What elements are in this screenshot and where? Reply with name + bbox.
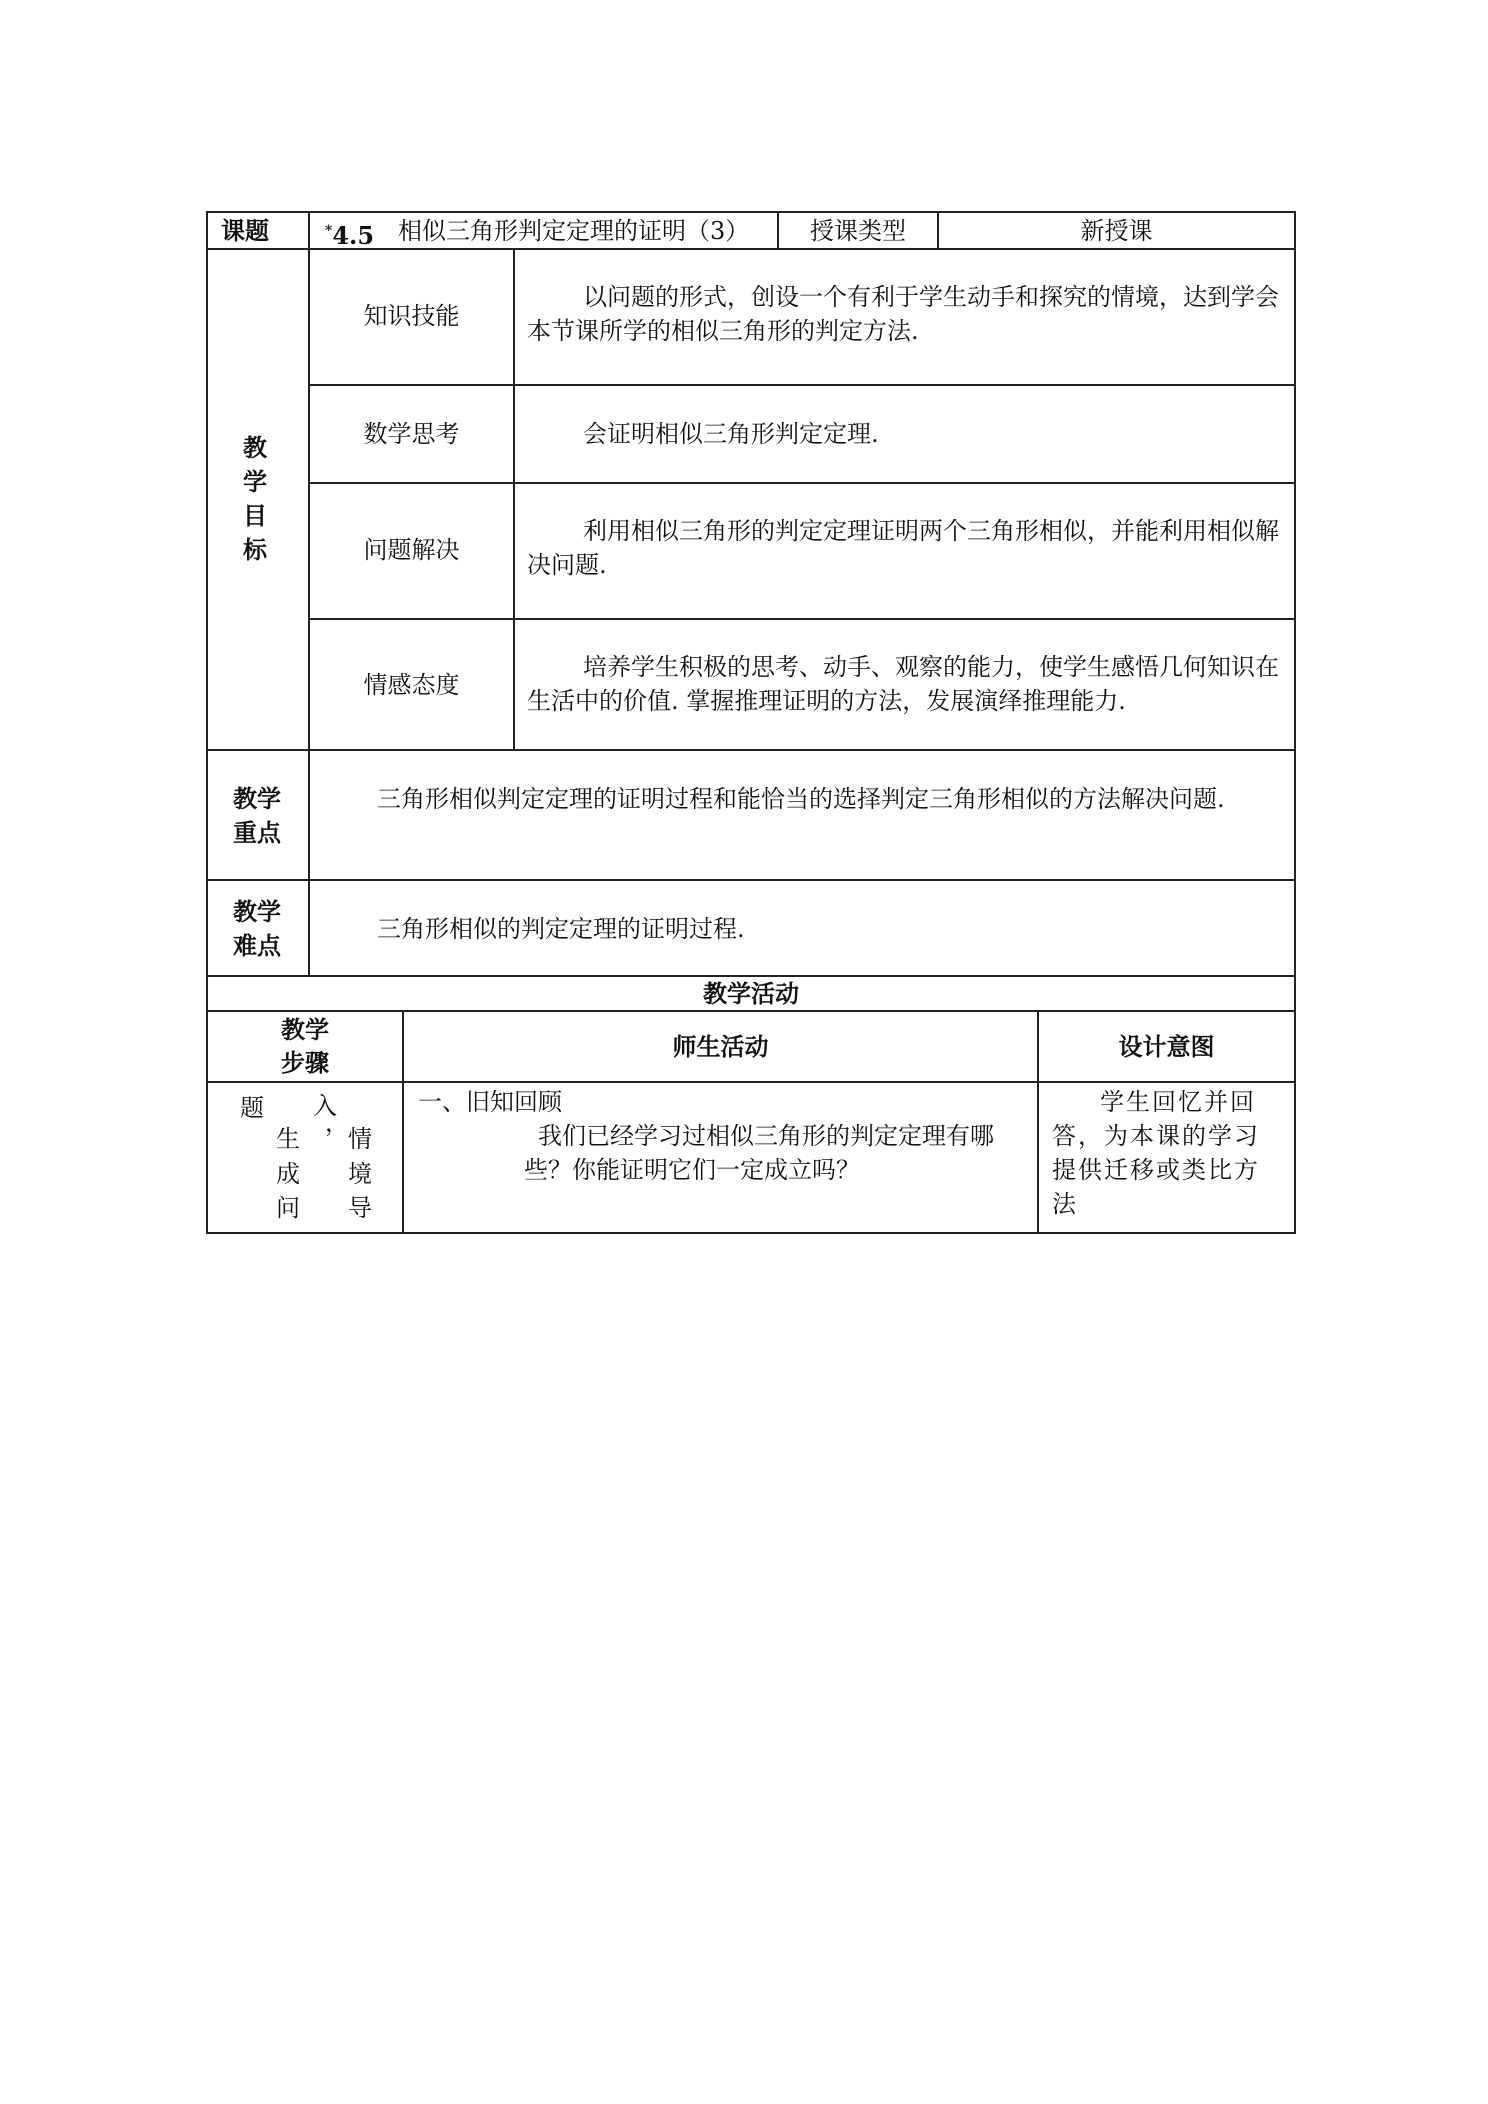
lesson-star: *	[325, 223, 333, 239]
objective-name-problem-solving: 问题解决	[363, 536, 460, 564]
rule-objective-3	[309, 618, 1296, 620]
activities-title: 教学活动	[703, 980, 799, 1008]
objective-name-knowledge: 知识技能	[363, 302, 460, 330]
rule-objective-1	[309, 384, 1296, 386]
objective-text-thinking: 会证明相似三角形判定定理.	[583, 420, 879, 448]
objective-text-attitude: 培养学生积极的思考、动手、观察的能力，使学生感悟几何知识在生活中的价值. 掌握推理证明的方法，发展演绎推理能力.	[527, 653, 1279, 715]
lesson-number	[325, 214, 374, 253]
step-char-1: 题	[240, 1094, 264, 1122]
rule-objective-2	[309, 482, 1296, 484]
lesson-title: 相似三角形判定定理的证明（3）	[398, 217, 750, 245]
type-label: 授课类型	[810, 217, 906, 245]
difficult-point-label-1: 教学	[233, 898, 281, 926]
rule-objectives-bottom	[206, 749, 1296, 751]
activity-text: 我们已经学习过相似三角形的判定定理有哪些？你能证明它们一定成立吗？	[524, 1122, 994, 1184]
objective-name-attitude: 情感态度	[363, 671, 460, 699]
step-char-2: 入	[313, 1092, 337, 1120]
key-point-label-1: 教学	[233, 785, 281, 813]
activity-heading: 一、旧知回顾	[418, 1088, 562, 1116]
rule-activities-header-bottom	[206, 1081, 1296, 1083]
rule-keypoint-bottom	[206, 879, 1296, 881]
objectives-label-3: 目	[243, 502, 267, 530]
lesson-number-value: 4.5	[332, 221, 375, 250]
type-value: 新授课	[1080, 217, 1153, 245]
topic-label: 课题	[221, 217, 269, 245]
difficult-point-label-2: 难点	[233, 932, 281, 960]
step-char-3: 生	[276, 1125, 300, 1153]
col-step-heading-1: 教学	[281, 1016, 329, 1044]
step-char-7: 境	[348, 1160, 372, 1188]
step-char-4: ，	[325, 1109, 349, 1137]
difficult-point-text: 三角形相似的判定定理的证明过程.	[377, 915, 745, 943]
objective-name-thinking: 数学思考	[363, 420, 460, 448]
step-char-9: 导	[348, 1194, 372, 1222]
col-intent-heading: 设计意图	[1118, 1033, 1215, 1061]
table-border-top	[206, 211, 1296, 213]
col-step-heading-2: 步骤	[281, 1049, 329, 1077]
table-border-bottom	[206, 1232, 1296, 1234]
objective-text-knowledge: 以问题的形式，创设一个有利于学生动手和探究的情境，达到学会本节课所学的相似三角形的判定方法.	[527, 283, 1279, 345]
objectives-label-2: 学	[243, 468, 267, 496]
step-char-6: 成	[276, 1160, 300, 1188]
key-point-label-2: 重点	[233, 819, 281, 847]
key-point-text: 三角形相似判定定理的证明过程和能恰当的选择判定三角形相似的方法解决问题.	[377, 785, 1225, 813]
step-char-8: 问	[276, 1194, 300, 1222]
intent-text: 学生回忆并回答，为本课的学习提供迁移或类比方法	[1052, 1088, 1260, 1218]
col-objective-name-divider	[513, 248, 515, 751]
col-activity-heading: 师生活动	[672, 1033, 769, 1061]
objective-text-problem-solving: 利用相似三角形的判定定理证明两个三角形相似，并能利用相似解决问题.	[527, 517, 1279, 579]
objectives-label-4: 标	[243, 536, 267, 564]
step-char-5: 情	[348, 1125, 372, 1153]
objectives-label-1: 教	[243, 434, 267, 462]
